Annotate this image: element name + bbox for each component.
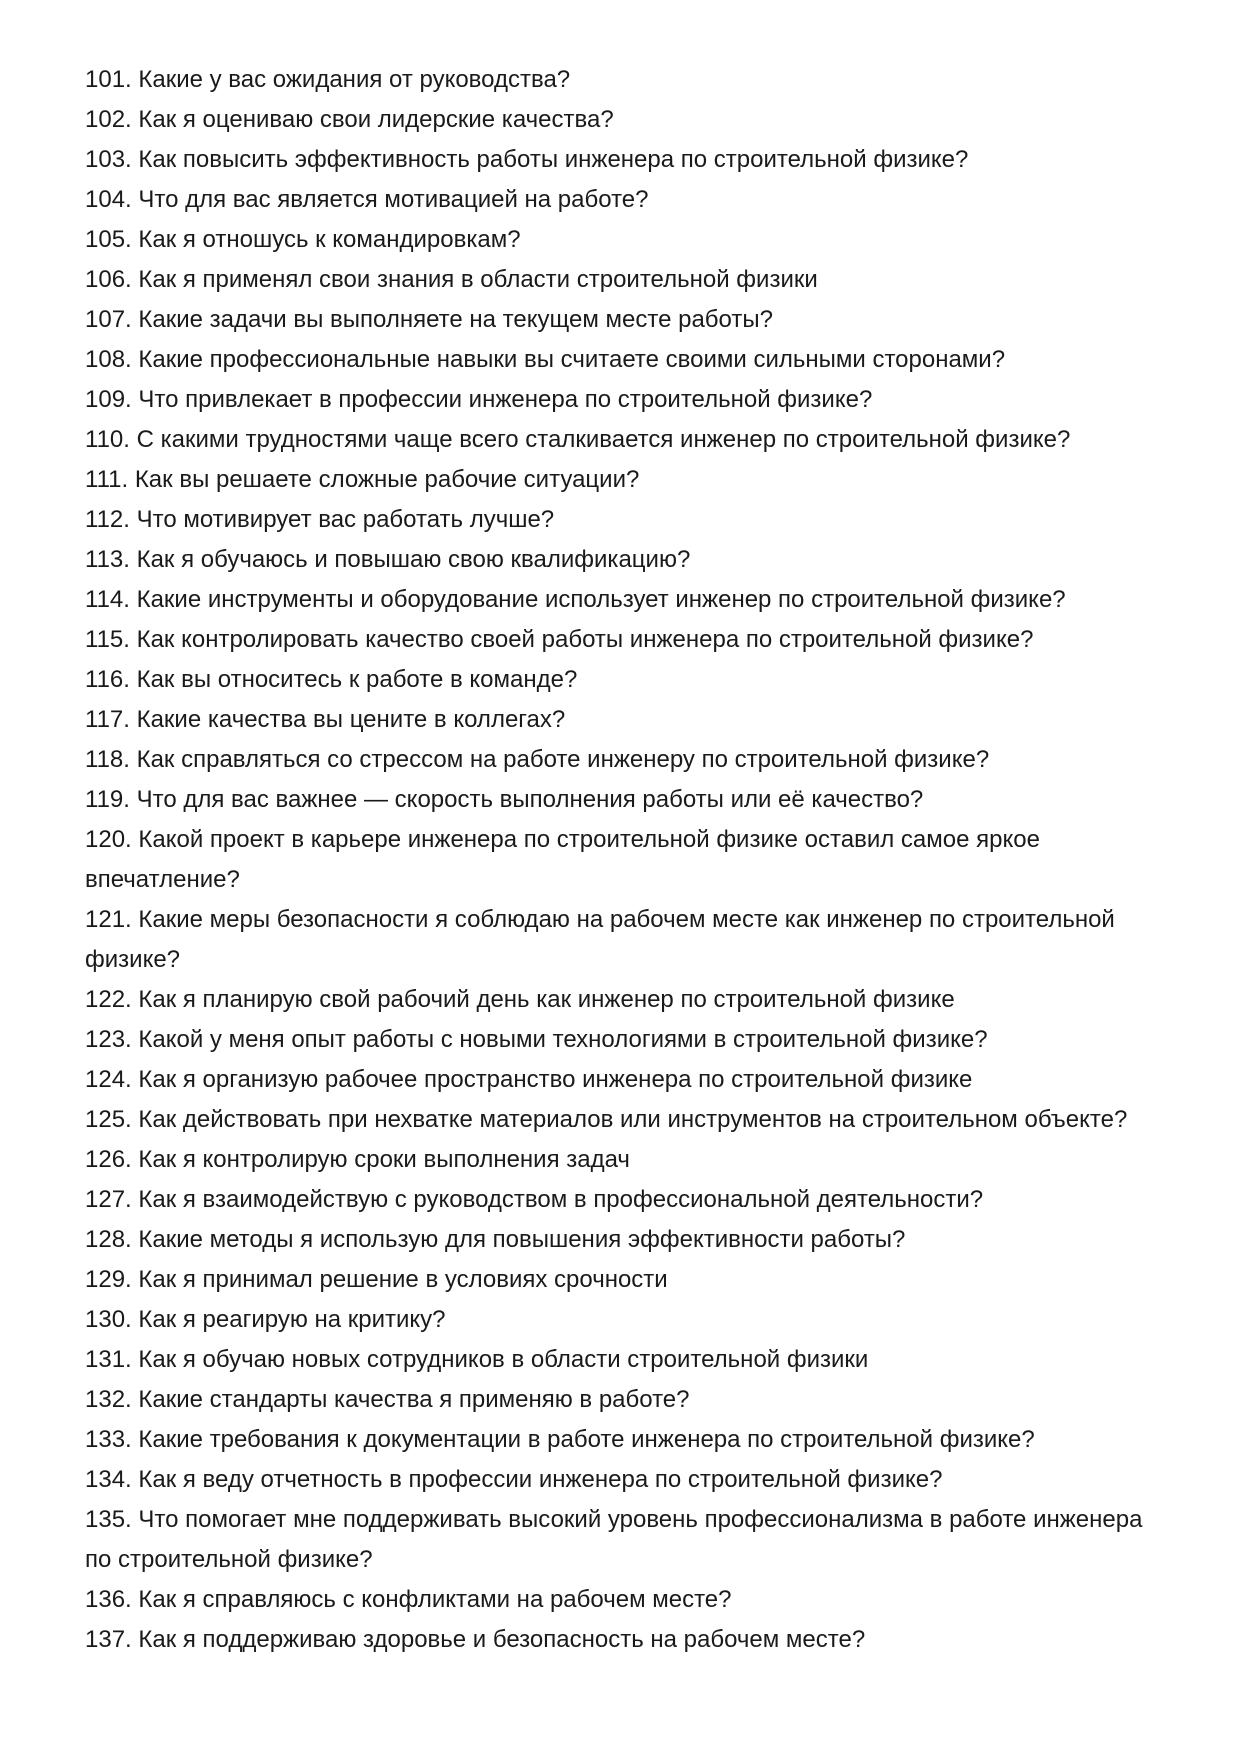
question-list xyxy=(85,60,1170,1660)
question-item: 134. Как я веду отчетность в профессии инженера по строительной физике? xyxy=(85,1466,943,1493)
question-item: 121. Какие меры безопасности я соблюдаю на рабочем месте как инженер по строительной физике? xyxy=(85,906,1115,973)
question-item: 127. Как я взаимодействую с руководством в профессиональной деятельности? xyxy=(85,1186,984,1213)
question-item: 116. Как вы относитесь к работе в команде? xyxy=(85,666,578,693)
question-item: 107. Какие задачи вы выполняете на текущем месте работы? xyxy=(85,306,773,333)
question-item: 131. Как я обучаю новых сотрудников в области строительной физики xyxy=(85,1346,869,1373)
question-item: 104. Что для вас является мотивацией на работе? xyxy=(85,186,649,213)
question-item: 117. Какие качества вы цените в коллегах? xyxy=(85,706,566,733)
question-item: 136. Как я справляюсь с конфликтами на рабочем месте? xyxy=(85,1586,732,1613)
question-item: 110. С какими трудностями чаще всего сталкивается инженер по строительной физике? xyxy=(85,426,1071,453)
question-item: 123. Какой у меня опыт работы с новыми технологиями в строительной физике? xyxy=(85,1026,988,1053)
question-item: 105. Как я отношусь к командировкам? xyxy=(85,226,521,253)
question-item: 128. Какие методы я использую для повышения эффективности работы? xyxy=(85,1226,906,1253)
question-item: 113. Как я обучаюсь и повышаю свою квалификацию? xyxy=(85,546,691,573)
question-item: 129. Как я принимал решение в условиях срочности xyxy=(85,1266,668,1293)
question-item: 106. Как я применял свои знания в области строительной физики xyxy=(85,266,818,293)
question-item: 137. Как я поддерживаю здоровье и безопасность на рабочем месте? xyxy=(85,1626,866,1653)
question-item: 132. Какие стандарты качества я применяю в работе? xyxy=(85,1386,690,1413)
question-item: 114. Какие инструменты и оборудование использует инженер по строительной физике? xyxy=(85,586,1066,613)
question-item: 130. Как я реагирую на критику? xyxy=(85,1306,446,1333)
question-item: 111. Как вы решаете сложные рабочие ситуации? xyxy=(85,466,640,493)
question-item: 119. Что для вас важнее — скорость выполнения работы или её качество? xyxy=(85,786,924,813)
question-item: 103. Как повысить эффективность работы инженера по строительной физике? xyxy=(85,146,969,173)
question-item: 112. Что мотивирует вас работать лучше? xyxy=(85,506,555,533)
question-item: 135. Что помогает мне поддерживать высокий уровень профессионализма в работе инженера по строительной физике? xyxy=(85,1506,1143,1573)
question-item: 108. Какие профессиональные навыки вы считаете своими сильными сторонами? xyxy=(85,346,1006,373)
question-item: 101. Какие у вас ожидания от руководства? xyxy=(85,66,571,93)
question-item: 126. Как я контролирую сроки выполнения задач xyxy=(85,1146,630,1173)
question-item: 122. Как я планирую свой рабочий день как инженер по строительной физике xyxy=(85,986,955,1013)
question-item: 133. Какие требования к документации в работе инженера по строительной физике? xyxy=(85,1426,1035,1453)
question-item: 102. Как я оцениваю свои лидерские качества? xyxy=(85,106,614,133)
question-item: 120. Какой проект в карьере инженера по строительной физике оставил самое яркое впечатление? xyxy=(85,826,1040,893)
question-item: 125. Как действовать при нехватке материалов или инструментов на строительном объекте? xyxy=(85,1106,1128,1133)
question-item: 115. Как контролировать качество своей работы инженера по строительной физике? xyxy=(85,626,1034,653)
question-item: 118. Как справляться со стрессом на работе инженеру по строительной физике? xyxy=(85,746,990,773)
question-item: 109. Что привлекает в профессии инженера по строительной физике? xyxy=(85,386,873,413)
question-item: 124. Как я организую рабочее пространство инженера по строительной физике xyxy=(85,1066,973,1093)
